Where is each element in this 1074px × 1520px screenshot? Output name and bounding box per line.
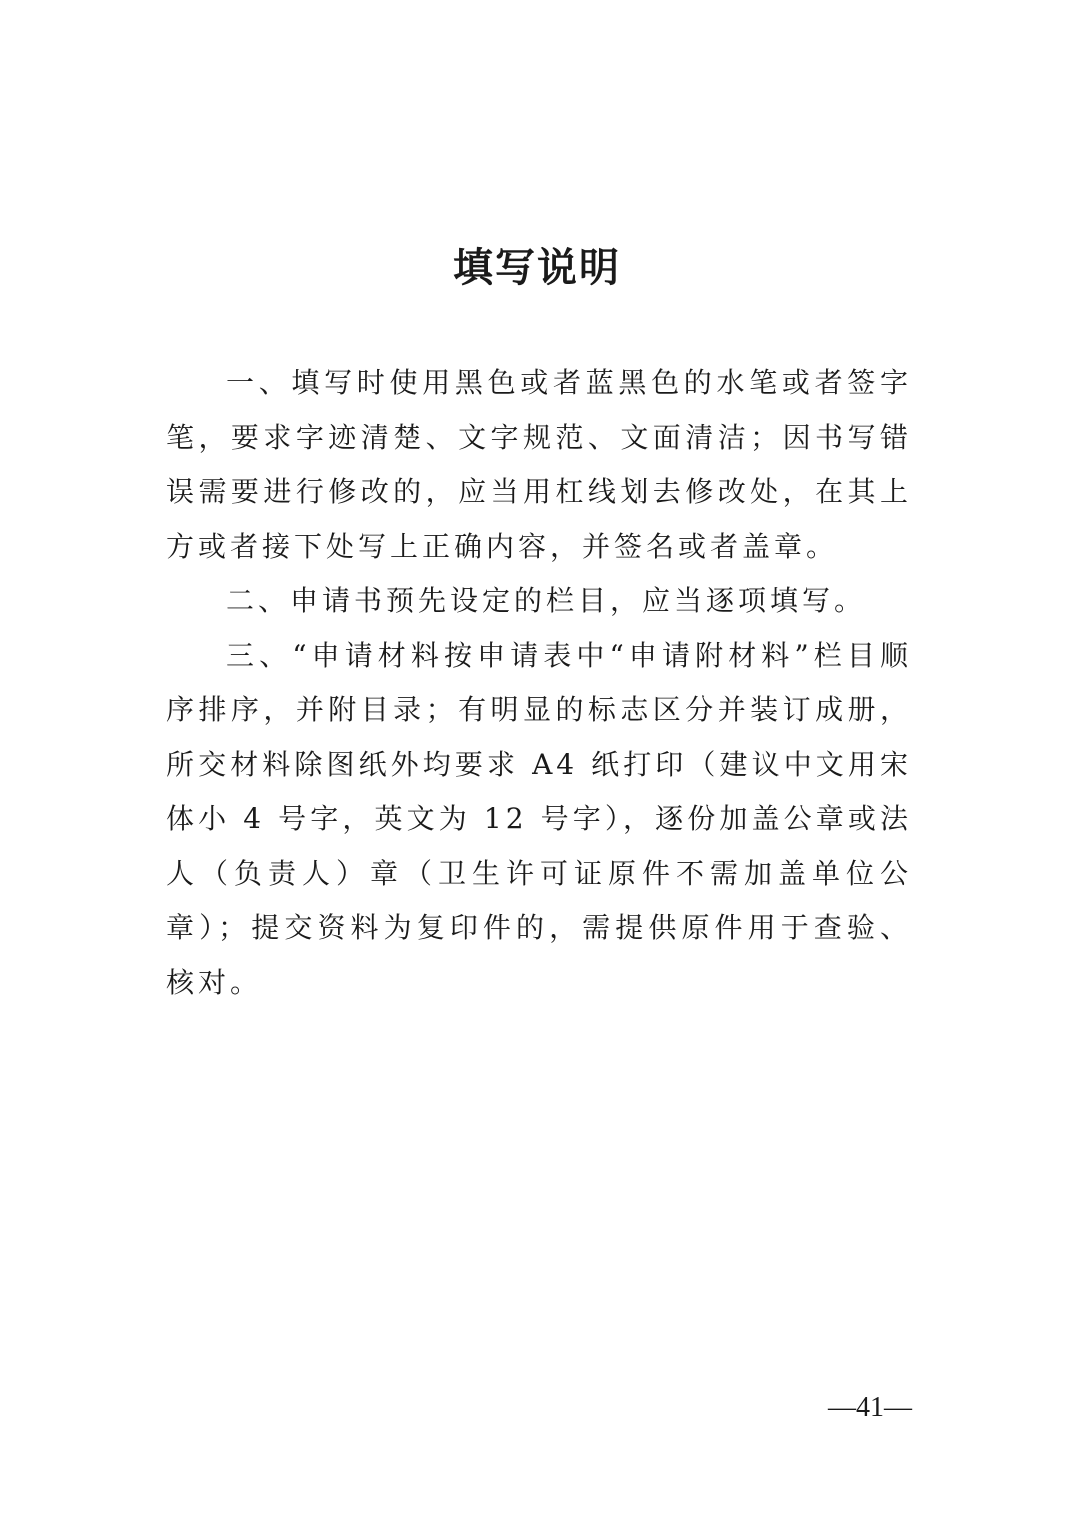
instructions-body: [166, 356, 912, 1010]
instruction-paragraph-2: 二、申请书预先设定的栏目，应当逐项填写。: [226, 584, 867, 617]
page-number: —41—: [828, 1392, 912, 1423]
document-title: 填写说明: [453, 244, 621, 291]
instruction-paragraph-1: 一、填写时使用黑色或者蓝黑色的水笔或者签字笔，要求字迹清楚、文字规范、文面清洁；因书写错误需要进行修改的，应当用杠线划去修改处，在其上方或者接下处写上正确内容，并签名或者盖章。: [166, 366, 912, 563]
instruction-paragraph-3: 三、“申请材料按申请表中“申请附材料”栏目顺序排序，并附目录；有明显的标志区分并装订成册，所交材料除图纸外均要求 A4 纸打印（建议中文用宋体小 4 号字，英文为 12 号字），逐份加盖公章或法人（负责人）章（卫生许可证原件不需加盖单位公章）；提交资料为复印件的，需提供原件用于查验、核对。: [166, 638, 912, 999]
